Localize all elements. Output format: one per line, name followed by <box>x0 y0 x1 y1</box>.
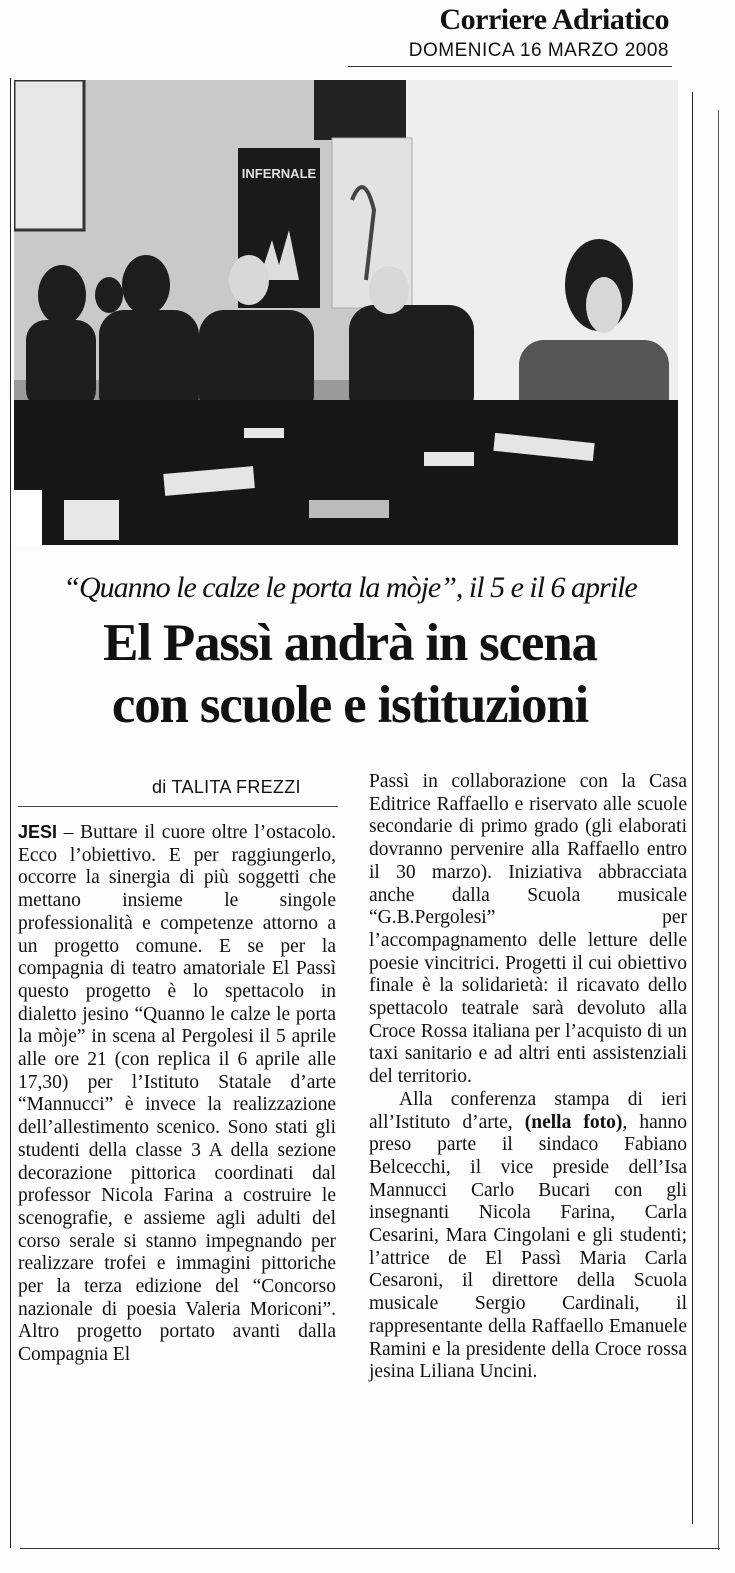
article-headline <box>10 612 690 736</box>
paragraph-text: , hanno preso parte il sindaco Fabiano Belcecchi, il vice preside dell’Isa Mannucci Carlo Bucari con gli insegnanti Nicola Farina, Carla Cesarini, Mara Cingolani e gli studenti; l’attrice de El Passì Maria Carla Cesaroni, il direttore della Scuola musicale Sergio Cardinali, il rappresentante della Raffaello Emanuele Ramini e la presidente della Croce rossa jesina Liliana Uncini. <box>369 1111 688 1383</box>
masthead <box>409 2 669 62</box>
newspaper-name: Corriere Adriatico <box>439 3 669 36</box>
masthead-rule <box>348 66 672 67</box>
paragraph <box>369 1089 687 1384</box>
dateline: JESI <box>18 822 58 842</box>
photo-reference: (nella foto) <box>524 1111 623 1133</box>
article-column-left <box>18 821 336 1367</box>
article-kicker: “Quanno le calze le porta la mòje”, il 5 e il 6 aprile <box>63 571 637 604</box>
press-conference-photo <box>14 80 678 545</box>
byline: di TALITA FREZZI <box>152 777 301 797</box>
clipping-border-right <box>718 110 719 1550</box>
paragraph-text: – Buttare il cuore oltre l’ostacolo. Ecco l’obiettivo. E per raggiungerlo, occorre la sinergia di più soggetti che mettano insieme le singole professionalità e competenze attorno a un progetto comune. E se per la compagnia di teatro amatoriale El Passì questo progetto è lo spettacolo in dialetto jesino “Quanno le calze le porta la mòje” in scena al Pergolesi il 5 aprile alle ore 21 (con replica il 6 aprile alle 17,30) per l’Istituto Statale d’arte “Mannucci” è invece la realizzazione dell’allestimento scenico. Sono stati gli studenti della classe 3 A della sezione decorazione pittorica coordinati dal professor Nicola Farina a costruire le scenografie, e assieme agli adulti del corso serale si stanno impegnando per realizzare trofei e immagini pittoriche per la terza edizione del “Concorso nazionale di poesia Valeria Moriconi”. Altro progetto portato avanti dalla Compagnia El <box>18 822 336 1366</box>
column-rule-right <box>692 92 693 1524</box>
paragraph <box>18 821 336 1367</box>
paragraph: Passì in collaborazione con la Casa Editrice Raffaello e riservato alle scuole secondarie di primo grado (gli elaborati dovranno pervenire alla Raffaello entro il 30 marzo). Iniziativa abbracciata anche dalla Scuola musicale “G.B.Pergolesi” per l’accompagnamento delle letture delle poesie vincitrici. Progetti il cui obiettivo finale è la solidarietà: il ricavato dello spettacolo teatrale sarà devoluto alla Croce Rossa italiana per l’acquisto di un taxi sanitario e ad altri enti assistenziali del territorio. <box>369 771 687 1088</box>
publication-date: DOMENICA 16 MARZO 2008 <box>408 40 669 61</box>
byline-rule <box>18 806 338 807</box>
headline-line-1: El Passì andrà in scena <box>103 614 597 672</box>
paragraph-text: Alla conferenza stampa di ieri all’Istituto d’arte, <box>369 1088 687 1133</box>
clipping-border-bottom <box>20 1548 720 1549</box>
article-column-right <box>369 771 687 1384</box>
headline-line-2: con scuole e istituzioni <box>111 676 589 734</box>
clipping-border-left <box>10 78 11 1548</box>
poster-text: INFERNALE <box>241 166 317 181</box>
